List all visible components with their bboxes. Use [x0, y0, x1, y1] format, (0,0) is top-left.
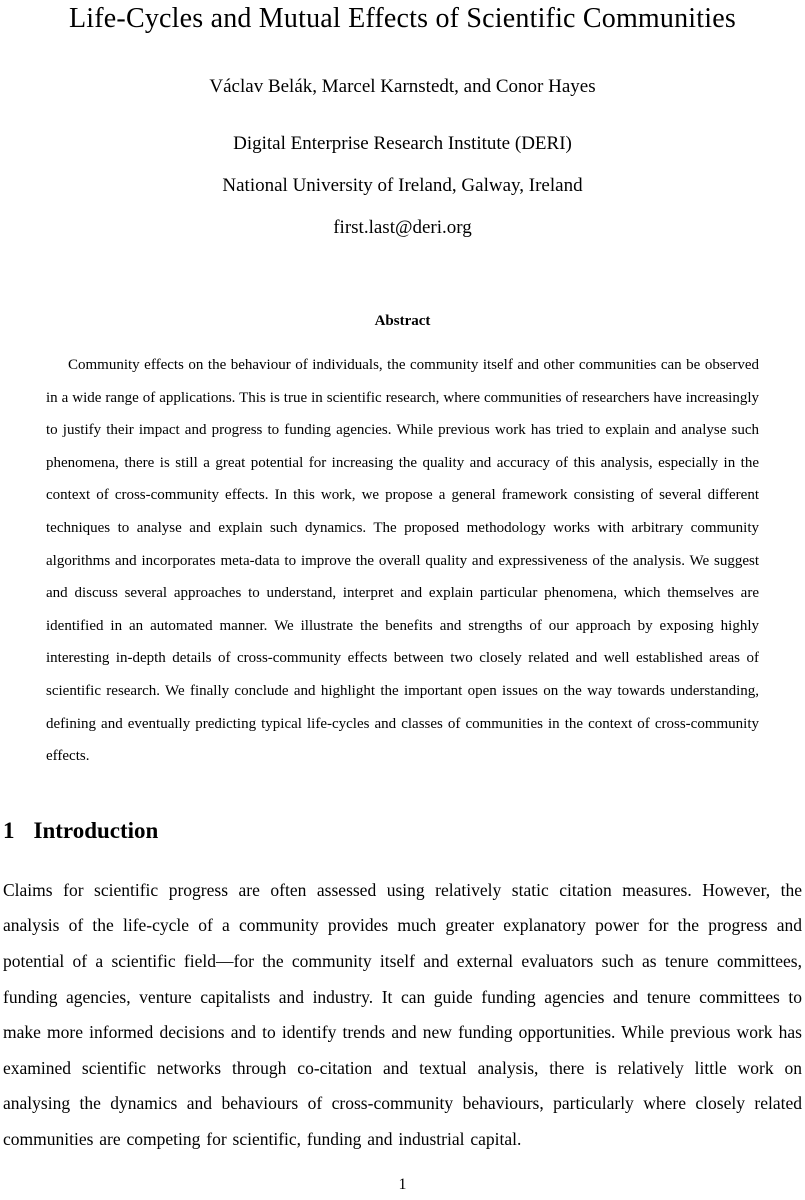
introduction-paragraph: Claims for scientific progress are often assessed using relatively static citation measures. However, the analysis of the life-cycle of a community provides much greater explanatory power for the progress and potential of a scientific field—for the community itself and external evaluators such as tenure committees, funding agencies, venture capitalists and industry. It can guide funding agencies and tenure committees to make more informed decisions and to identify trends and new funding opportunities. While previous work has examined scientific networks through co-citation and textual analysis, there is relatively little work on analysing the dynamics and behaviours of cross-community behaviours, particularly where closely related communities are competing for scientific, funding and industrial capital. — [3, 879, 802, 1149]
paper-authors: Václav Belák, Marcel Karnstedt, and Conor Hayes — [209, 76, 596, 97]
page-number: 1 — [398, 1176, 407, 1193]
abstract-section — [3, 311, 802, 773]
author-email: first.last@deri.org — [333, 217, 472, 238]
section-number: 1 — [3, 817, 15, 843]
section-heading-introduction — [3, 817, 802, 845]
paper-title: Life-Cycles and Mutual Effects of Scientific Communities — [69, 3, 736, 34]
abstract-text: Community effects on the behaviour of individuals, the community itself and other communities can be observed in a wide range of applications. This is true in scientific research, where communities of researchers have increasingly to justify their impact and progress to funding agencies. While previous work has tried to explain and analyse such phenomena, there is still a great potential for increasing the quality and accuracy of this analysis, especially in the context of cross-community effects. In this work, we propose a general framework consisting of several different techniques to analyse and explain such dynamics. The proposed methodology works with arbitrary community algorithms and incorporates meta-data to improve the overall quality and expressiveness of the analysis. We suggest and discuss several approaches to understand, interpret and explain particular phenomena, which themselves are identified in an automated manner. We illustrate the benefits and strengths of our approach by exposing highly interesting in-depth details of cross-community effects between two closely related and well established areas of scientific research. We finally conclude and highlight the important open issues on the way towards understanding, defining and eventually predicting typical life-cycles and classes of communities in the context of cross-community effects. — [46, 357, 759, 765]
affiliation-block — [3, 123, 802, 249]
affiliation-institute: Digital Enterprise Research Institute (DERI) — [233, 133, 572, 154]
affiliation-university: National University of Ireland, Galway, Ireland — [222, 175, 583, 196]
abstract-heading: Abstract — [374, 313, 431, 329]
section-title: Introduction — [33, 817, 159, 843]
